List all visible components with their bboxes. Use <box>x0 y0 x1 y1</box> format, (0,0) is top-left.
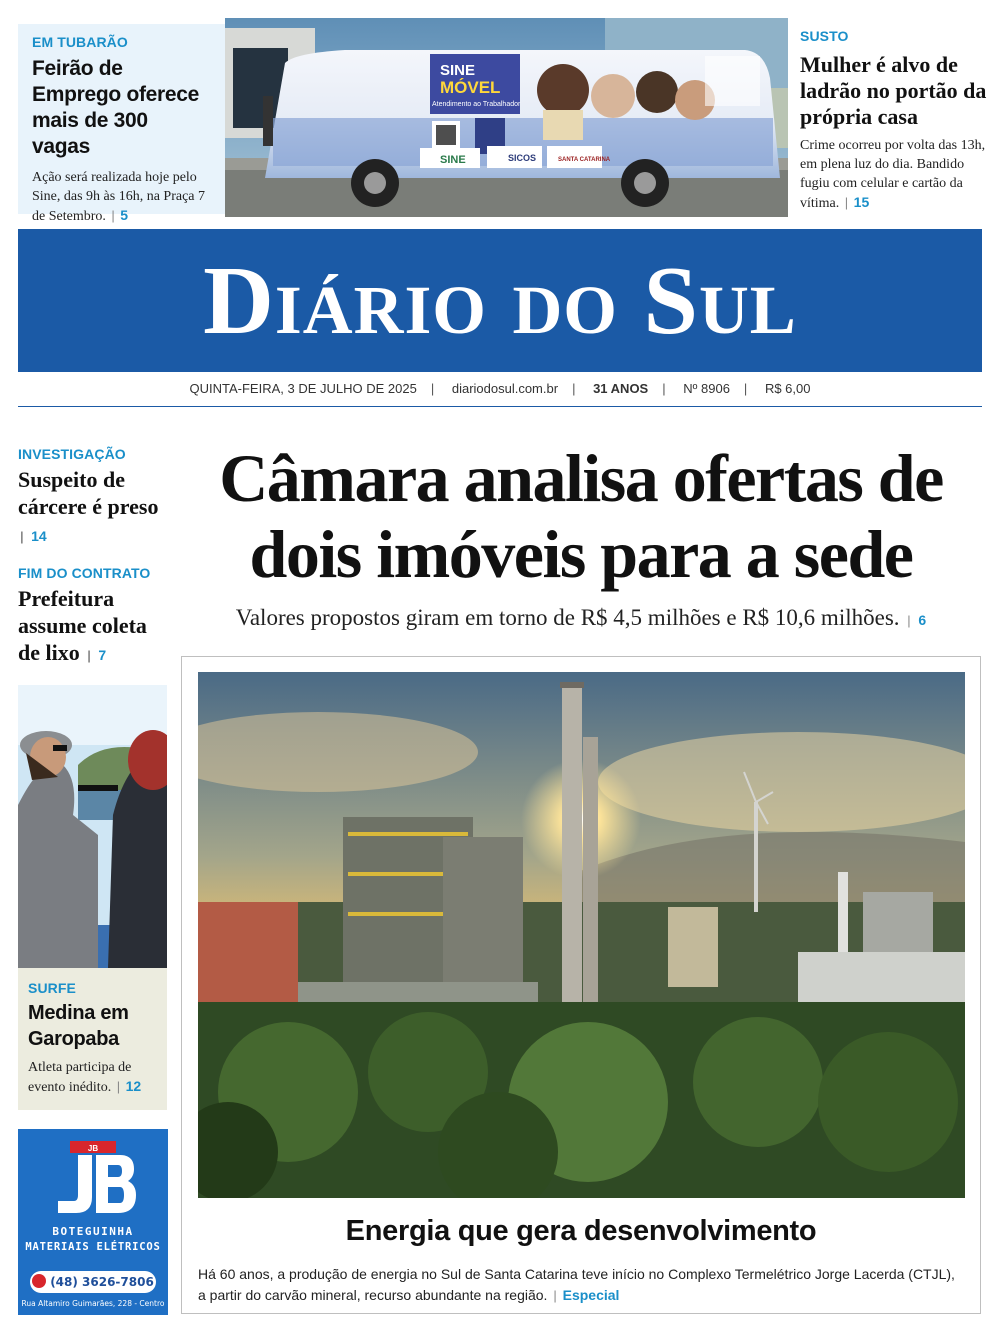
teaser-body: Atleta participa de evento inédito. | 12 <box>28 1060 142 1095</box>
teaser-title[interactable]: Feirão de Emprego oferece mais de 300 vagas <box>32 57 200 158</box>
jb-logo <box>48 1139 138 1219</box>
teaser-title[interactable]: Prefeitura assume coleta de lixo | 7 <box>18 586 147 665</box>
svg-text:SINE: SINE <box>440 62 476 79</box>
page-ref[interactable]: 5 <box>120 207 129 223</box>
svg-text:MÓVEL: MÓVEL <box>440 78 501 97</box>
teaser-title[interactable]: Mulher é alvo de ladrão no portão da própria casa <box>800 52 987 129</box>
ad-line-2: MATERIAIS ELÉTRICOS <box>25 1241 161 1253</box>
teaser-body: Ação será realizada hoje pelo Sine, das 9h às 16h, na Praça 7 de Setembro. | 5 <box>32 170 206 224</box>
teaser-feirao-emprego[interactable] <box>18 24 225 224</box>
left-teaser-fim-do-contrato[interactable] <box>18 565 168 669</box>
issue-date: QUINTA-FEIRA, 3 DE JULHO DE 2025 <box>189 381 417 396</box>
dateline: QUINTA-FEIRA, 3 DE JULHO DE 2025 | diariodosul.com.br | 31 ANOS | Nº 8906 | R$ 6,00 <box>18 381 982 407</box>
teaser-title[interactable]: Medina em Garopaba <box>28 1002 129 1050</box>
page-ref[interactable]: 7 <box>98 647 107 663</box>
teaser-body: Crime ocorreu por volta das 13h, em plena luz do dia. Bandido fugiu com celular e cartão da vítima. | 15 <box>800 138 986 211</box>
ad-address: Rua Altamiro Guimarães, 228 - Centro <box>21 1299 165 1308</box>
anniversary: 31 ANOS <box>593 381 649 396</box>
teaser-kicker: EM TUBARÃO <box>32 34 128 50</box>
ad-phone[interactable]: (48) 3626-7806 <box>30 1271 156 1293</box>
edition-number: Nº 8906 <box>683 381 730 396</box>
page-ref[interactable]: 6 <box>918 612 927 628</box>
page-ref[interactable]: 14 <box>31 528 47 544</box>
phone-icon <box>32 1274 46 1288</box>
advertisement-jb[interactable] <box>18 1129 168 1315</box>
teaser-kicker: SUSTO <box>800 28 849 44</box>
photo-medina <box>18 685 167 968</box>
ad-logo-text: JB <box>87 1144 99 1153</box>
svg-text:Atendimento ao Trabalhador: Atendimento ao Trabalhador <box>432 101 521 108</box>
page-ref[interactable]: 15 <box>853 194 870 210</box>
newspaper-title: Diário do Sul <box>203 246 797 355</box>
page-ref[interactable]: 12 <box>125 1078 142 1094</box>
left-teaser-surfe[interactable] <box>18 968 167 1110</box>
teaser-title[interactable]: Suspeito de cárcere é preso | 14 <box>18 467 159 544</box>
teaser-susto[interactable] <box>800 28 990 213</box>
teaser-kicker: INVESTIGAÇÃO <box>18 446 126 462</box>
ad-line-1: BOTEGUINHA <box>52 1225 134 1238</box>
svg-text:SICOS: SICOS <box>508 153 537 163</box>
site-link[interactable]: diariodosul.com.br <box>451 381 559 396</box>
main-headline[interactable]: Câmara analisa ofertas de dois imóveis para a sede <box>219 440 943 592</box>
left-teaser-investigacao[interactable] <box>18 446 168 550</box>
main-subhead: Valores propostos giram em torno de R$ 4,5 milhões e R$ 10,6 milhões. | 6 <box>235 605 927 630</box>
page-ref[interactable]: Especial <box>562 1287 620 1303</box>
svg-text:SANTA CATARINA: SANTA CATARINA <box>558 157 611 163</box>
feature-body: Há 60 anos, a produção de energia no Sul de Santa Catarina teve início no Complexo Termelétrico Jorge Lacerda (CTJL), a partir do carvão mineral, recurso abundante na região. | Especial <box>198 1266 955 1303</box>
masthead <box>18 229 982 372</box>
price: R$ 6,00 <box>764 381 811 396</box>
teaser-kicker: FIM DO CONTRATO <box>18 565 151 581</box>
photo-sine-movel-bus <box>225 18 788 217</box>
feature-title[interactable]: Energia que gera desenvolvimento <box>345 1215 817 1247</box>
svg-text:SINE: SINE <box>440 154 466 166</box>
photo-power-plant <box>198 672 965 1198</box>
teaser-kicker: SURFE <box>28 980 76 996</box>
